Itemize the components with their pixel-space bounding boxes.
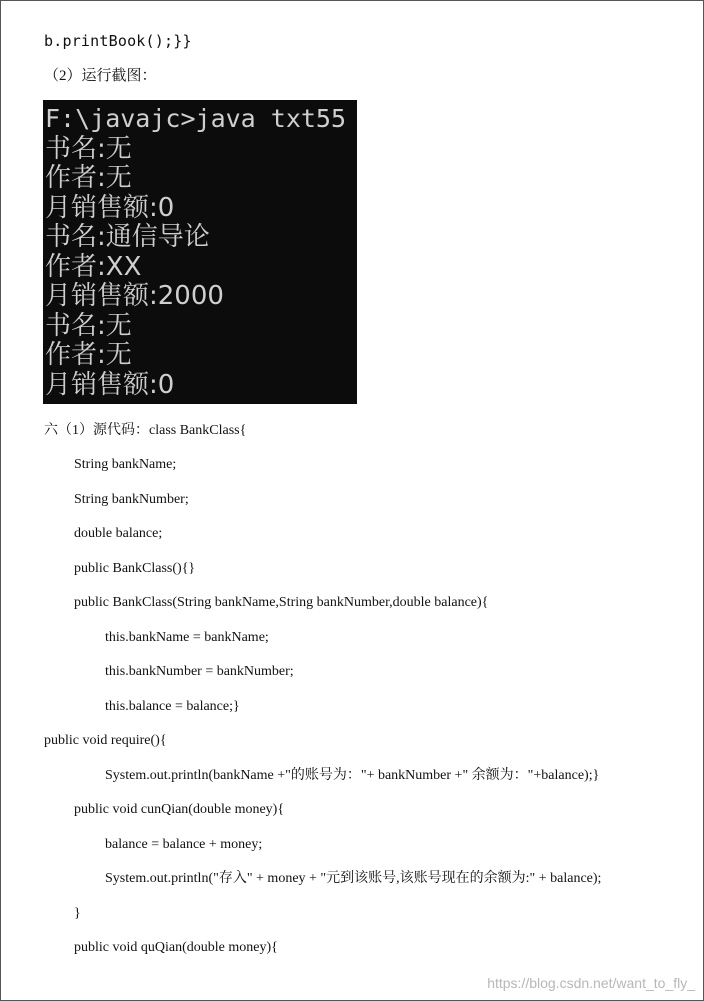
code-line: String bankNumber; — [74, 492, 189, 507]
terminal-line: 月销售额:2000 — [45, 281, 224, 311]
code-line: String bankName; — [74, 457, 177, 472]
terminal-line: 月销售额:0 — [45, 193, 175, 223]
terminal-line: 书名:无 — [45, 134, 132, 164]
watermark: https://blog.csdn.net/want_to_fly_ — [487, 975, 695, 991]
terminal-line: 书名:无 — [45, 311, 132, 341]
terminal-screenshot — [43, 100, 357, 404]
section-heading: 六（1）源代码：class BankClass{ — [44, 423, 247, 438]
code-line: System.out.println(bankName +"的账号为："+ bankNumber +" 余额为："+balance);} — [105, 768, 600, 783]
code-line: public BankClass(String bankName,String bankNumber,double balance){ — [74, 595, 489, 610]
terminal-line: 月销售额:0 — [45, 370, 175, 400]
code-line: this.balance = balance;} — [105, 699, 240, 714]
code-line: public void cunQian(double money){ — [74, 802, 285, 817]
terminal-line: 作者:无 — [45, 163, 132, 193]
terminal-line: 作者:无 — [45, 340, 132, 370]
code-line: } — [74, 906, 81, 921]
code-line: System.out.println("存入" + money + "元到该账号,该账号现在的余额为:" + balance); — [105, 871, 602, 886]
terminal-line: F:\javajc>java txt55 — [45, 104, 347, 133]
code-line: public void quQian(double money){ — [74, 940, 278, 955]
code-line: this.bankName = bankName; — [105, 630, 269, 645]
terminal-line: 作者:XX — [45, 252, 142, 282]
code-line: balance = balance + money; — [105, 837, 263, 852]
terminal-line: 书名:通信导论 — [45, 222, 210, 252]
screenshot-caption: （2）运行截图： — [44, 68, 157, 84]
code-line: public BankClass(){} — [74, 561, 196, 576]
code-line-printbook: b.printBook();}} — [44, 32, 192, 50]
code-line: this.bankNumber = bankNumber; — [105, 664, 294, 679]
code-line: double balance; — [74, 526, 163, 541]
code-line: public void require(){ — [44, 733, 167, 748]
